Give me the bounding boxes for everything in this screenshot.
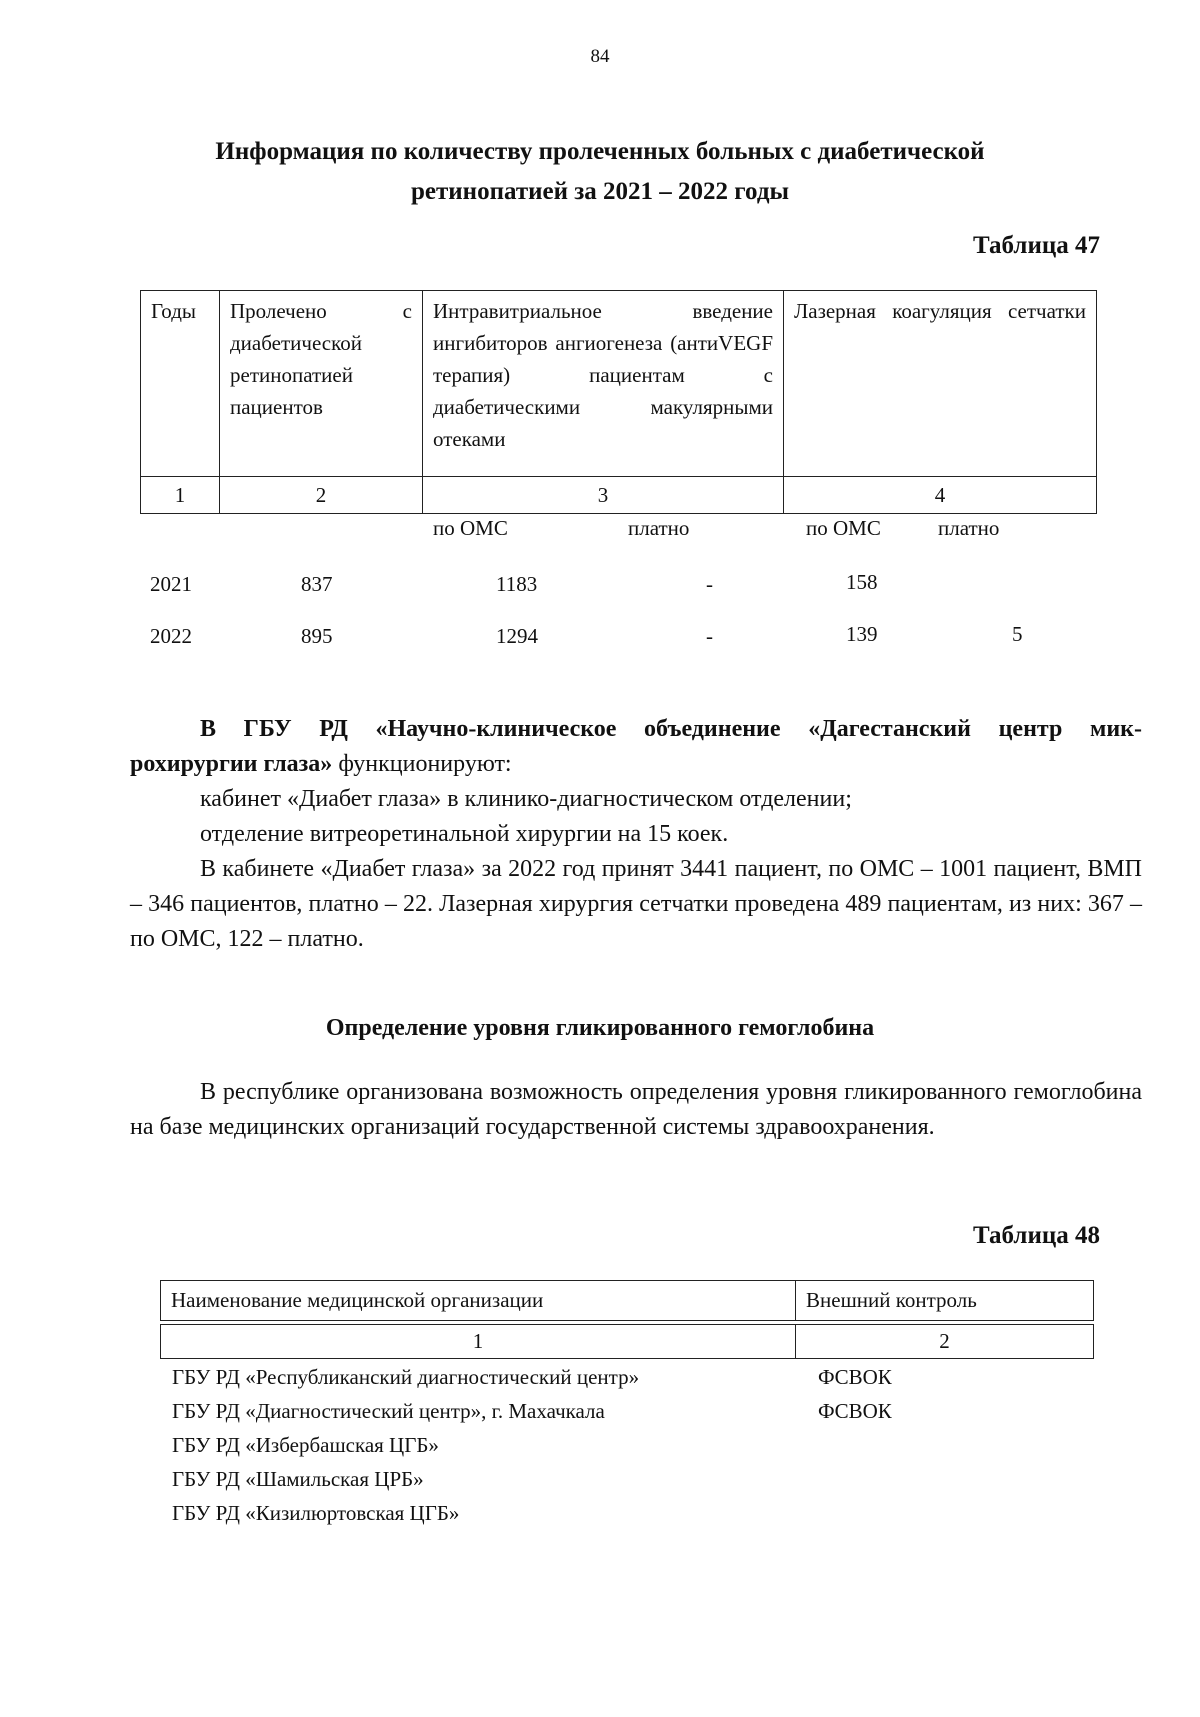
table47-colnum: 1 [141,477,220,514]
table47-vegf-oms: 1183 [496,572,538,596]
table47-number-row [141,477,1097,514]
table48-numbers [160,1324,1094,1359]
table48-colnum: 1 [161,1325,796,1359]
table47-year: 2021 [150,572,192,596]
table48-header-org: Наименование медицинской организации [161,1281,796,1321]
table47-caption: Таблица 47 [972,232,1100,259]
table47-colnum: 2 [220,477,423,514]
table47-header-vegf: Интравитриальное введение ингибиторов ангиогенеза (антиVEGF терапия) пациентам с диабетическими макулярными отеками [423,291,784,477]
page-title [150,132,1050,212]
laser-oms-label: по ОМС [806,516,881,540]
table48-colnum: 2 [796,1325,1094,1359]
table47-treated: 895 [301,624,333,648]
table47-colnum: 4 [784,477,1097,514]
section1-item: кабинет «Диабет глаза» в клинико-диагностическом отделении; [200,786,852,812]
table47-vegf-oms: 1294 [496,624,538,648]
table48-org-name: ГБУ РД «Шамильская ЦРБ» [172,1467,424,1491]
section1-lead-bold: рохирургии глаза» [130,751,333,777]
table47-laser-oms: 139 [846,622,878,646]
title-line-2: ретинопатией за 2021 – 2022 годы [410,178,789,205]
table48-control-list [818,1360,892,1428]
section2-heading: Определение уровня гликированного гемоглобина [325,1015,875,1041]
table48-number-row [161,1325,1094,1359]
section1-lead-line2 [130,747,1142,782]
table48-org-list [172,1360,639,1530]
table48-header-row [161,1281,1094,1321]
page-number: 84 [590,46,610,67]
table47-header-years: Годы [141,291,220,477]
table47-colnum: 3 [423,477,784,514]
table47-header-laser: Лазерная коагуляция сетчатки [784,291,1097,477]
table47-vegf-paid: - [706,572,713,596]
vegf-paid-label: платно [628,516,690,540]
table48-org-name: ГБУ РД «Кизилюртовская ЦГБ» [172,1501,460,1525]
table47-header-row [141,291,1097,477]
table48-header-control: Внешний контроль [796,1281,1094,1321]
table48-control-value: ФСВОК [818,1399,892,1423]
section1-lead-rest: функционируют: [332,751,512,777]
laser-paid-label: платно [938,516,1000,540]
table47-year: 2022 [150,624,192,648]
table48-header [160,1280,1094,1321]
table47-laser-paid: 5 [1012,622,1023,646]
table47 [140,290,1097,514]
table48-org-name: ГБУ РД «Избербашская ЦГБ» [172,1433,439,1457]
section1-text [130,712,1142,957]
table48-org-name: ГБУ РД «Республиканский диагностический центр» [172,1365,640,1389]
title-line-1: Информация по количеству пролеченных больных с диабетической [215,138,985,165]
table47-header-treated: Пролечено с диабетической ретинопатией пациентов [220,291,423,477]
section2-paragraph: В республике организована возможность определения уровня гликированного гемоглобина на базе медицинских организаций государственной системы здравоохранения. [130,1079,1142,1140]
section1-item: отделение витреоретинальной хирургии на 15 коек. [200,821,729,847]
section1-paragraph: В кабинете «Диабет глаза» за 2022 год принят 3441 пациент, по ОМС – 1001 пациент, ВМП – 346 пациентов, платно – 22. Лазерная хирургия сетчатки проведена 489 пациентам, из них: 367 – по ОМС, 122 – платно. [130,856,1142,952]
table48-caption: Таблица 48 [972,1222,1100,1249]
table47-laser-oms: 158 [846,570,878,594]
section1-lead-line1: В ГБУ РД «Научно-клиническое объединение «Дагестанский центр мик- [200,716,1142,742]
table47-vegf-paid: - [706,624,713,648]
table47-treated: 837 [301,572,333,596]
table48-org-name: ГБУ РД «Диагностический центр», г. Махачкала [172,1399,605,1423]
table48-control-value: ФСВОК [818,1365,892,1389]
vegf-oms-label: по ОМС [433,516,508,540]
